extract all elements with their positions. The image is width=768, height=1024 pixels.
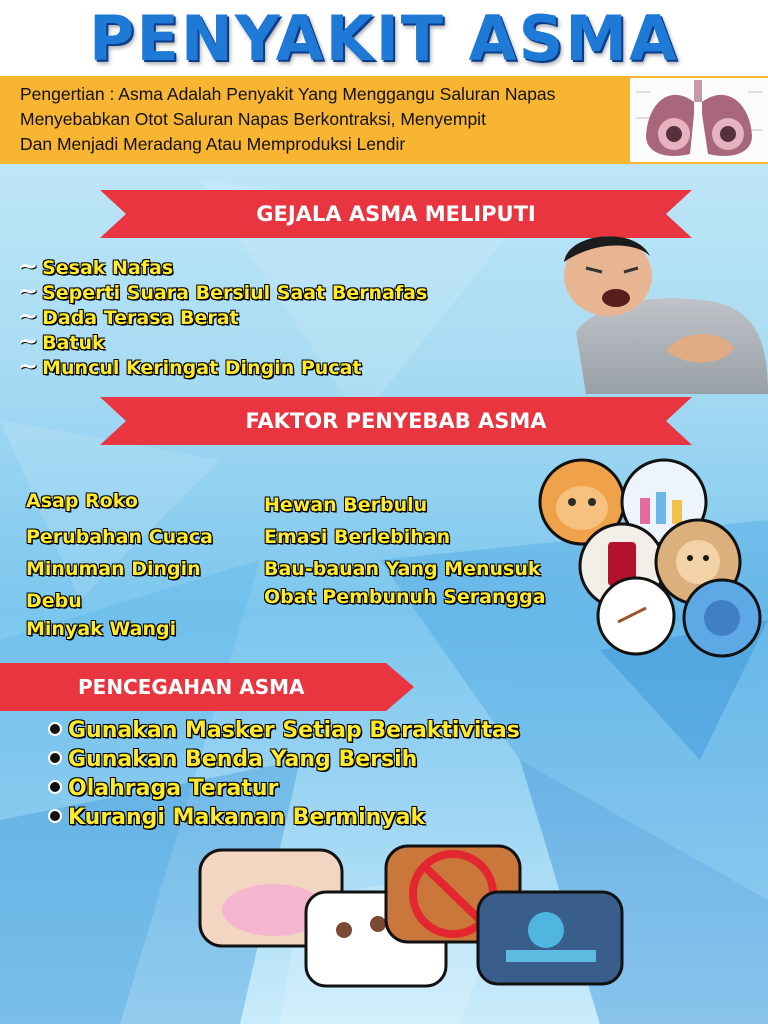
tilde-bullet: ~ [18,352,39,380]
bullet-dot [48,751,62,765]
list-item: ~ Batuk [18,327,105,355]
prevention-photos [196,840,626,990]
tilde-bullet: ~ [18,252,39,280]
list-item: ~ Muncul Keringat Dingin Pucat [18,352,362,380]
list-item: Kurangi Makanan Berminyak [48,805,520,834]
list-item: ~ Dada Terasa Berat [18,302,239,330]
cause-item: Minyak Wangi [26,618,177,640]
list-item: Olahraga Teratur [48,776,520,805]
tilde-bullet: ~ [18,277,39,305]
symptoms-heading: GEJALA ASMA MELIPUTI [256,202,536,226]
causes-heading: FAKTOR PENYEBAB ASMA [245,409,547,433]
cause-item: Debu [26,590,82,612]
list-item: Gunakan Masker Setiap Beraktivitas [48,718,520,747]
list-item: ~ Sesak Nafas [18,252,174,280]
cause-item: Hewan Berbulu [264,494,428,516]
cause-circle-photos [536,458,768,658]
cause-item: Obat Pembunuh Serangga [264,586,546,608]
list-item: ~ Seperti Suara Bersiul Saat Bernafas [18,277,428,305]
symptoms-ribbon [100,190,692,238]
definition-line: Menyebabkan Otot Saluran Napas Berkontraksi, Menyempit [20,109,486,129]
bullet-dot [48,809,62,823]
cause-item: Asap Roko [26,490,138,512]
causes-ribbon [100,397,692,445]
man-coughing-photo [516,232,768,394]
tilde-bullet: ~ [18,327,39,355]
lungs-illustration [630,78,768,162]
tilde-bullet: ~ [18,302,39,330]
page-title: PENYAKIT ASMA [89,2,679,75]
prevention-ribbon [0,663,414,711]
list-item: Gunakan Benda Yang Bersih [48,747,520,776]
cause-item: Minuman Dingin [26,558,201,580]
prevention-list [48,718,520,834]
definition-line: Pengertian : Asma Adalah Penyakit Yang Menggangu Saluran Napas [20,84,556,104]
definition-line: Dan Menjadi Meradang Atau Memproduksi Lendir [20,134,406,154]
symptoms-list [18,252,428,380]
cause-item: Bau-bauan Yang Menusuk [264,558,541,580]
bullet-dot [48,780,62,794]
cause-item: Perubahan Cuaca [26,526,213,548]
bullet-dot [48,722,62,736]
prevention-heading: PENCEGAHAN ASMA [78,675,305,699]
definition-text [20,82,640,157]
cause-item: Emasi Berlebihan [264,526,451,548]
